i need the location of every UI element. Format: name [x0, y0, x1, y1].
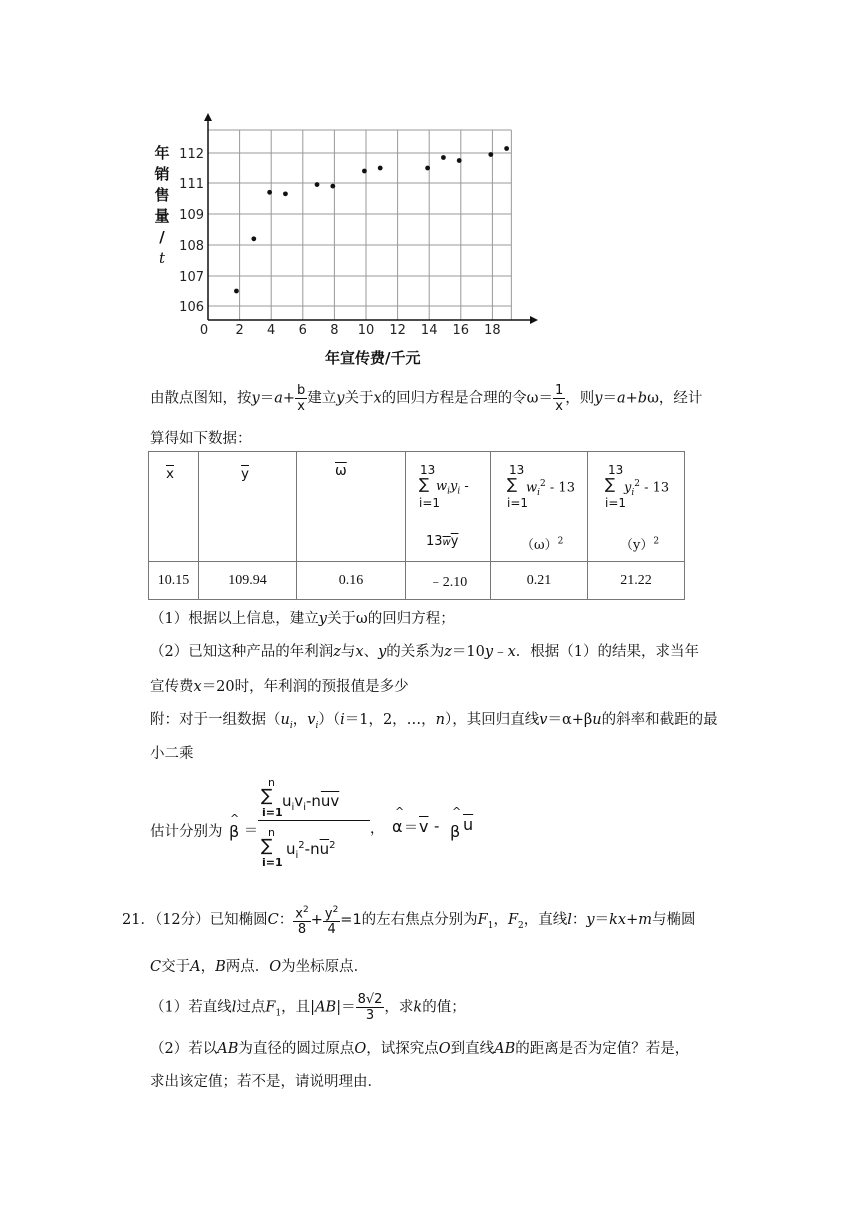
- text: +: [282, 390, 296, 407]
- var: C: [267, 912, 279, 929]
- text: 21．（12分）已知椭圆: [122, 912, 268, 929]
- var: z: [333, 644, 341, 660]
- table-cell: 0.16: [297, 562, 406, 600]
- text: ，: [493, 912, 508, 929]
- scatter-chart: [150, 108, 550, 348]
- var: k: [413, 999, 423, 1016]
- sum-lower: i=1: [262, 856, 283, 869]
- data-point: [378, 166, 383, 171]
- plus: +: [310, 912, 323, 929]
- equals: ＝: [244, 823, 258, 839]
- sub: i: [457, 486, 461, 497]
- var: AB: [217, 1041, 239, 1057]
- text: ，直线: [523, 912, 568, 929]
- data-point: [504, 146, 509, 151]
- text: 13: [426, 534, 443, 549]
- data-point: [315, 182, 320, 187]
- x-tick-label: 8: [330, 323, 339, 338]
- text: 为直径的圆过原点: [238, 1041, 355, 1057]
- sum-upper: 13: [509, 463, 525, 477]
- y-bar: $\overline{y}$: [241, 466, 249, 482]
- table-cell: 109.94: [199, 562, 297, 600]
- var: A: [190, 959, 201, 975]
- var: y: [624, 480, 632, 496]
- problem-21-line-1: [122, 903, 695, 937]
- text: -n: [305, 792, 321, 810]
- hat: ^: [395, 805, 405, 818]
- text: 与椭圆: [651, 912, 696, 929]
- var: b: [637, 390, 648, 407]
- sup: 2: [332, 905, 339, 915]
- var: F: [507, 912, 519, 929]
- data-point: [283, 191, 288, 196]
- sup: 2: [540, 479, 546, 489]
- sup: 2: [557, 536, 564, 547]
- text: （2）若以: [150, 1041, 218, 1057]
- var: v: [539, 712, 548, 728]
- text: （y）: [620, 538, 654, 553]
- y-tick-label: 108: [179, 239, 204, 254]
- text: ﹣: [493, 644, 508, 660]
- data-point: [251, 236, 256, 241]
- sigma: ∑: [605, 475, 616, 493]
- w-bar: $\overline{w}$: [442, 537, 451, 548]
- table-cell: 21.22: [588, 562, 685, 600]
- x-tick-label: 6: [298, 323, 307, 338]
- table-header-row: [149, 452, 685, 562]
- var: u: [282, 792, 292, 810]
- sub: 1: [275, 1008, 282, 1019]
- text: - 13: [545, 480, 575, 496]
- table-cell: 10.15: [149, 562, 199, 600]
- hat: ^: [452, 805, 462, 818]
- x-tick-label: 2: [235, 323, 244, 338]
- y-axis-title-char: /: [159, 228, 165, 246]
- y-axis-title-char: 量: [154, 207, 170, 225]
- x-tick-label: 12: [389, 323, 406, 338]
- y-axis-title-char: t: [158, 249, 166, 267]
- numerator: 8√2: [357, 992, 383, 1007]
- var: y: [324, 906, 333, 922]
- sub: i: [447, 486, 451, 497]
- fraction-8sqrt2-over-3: [356, 992, 385, 1023]
- paragraph-model: [150, 383, 702, 414]
- denominator: 3: [365, 1008, 375, 1023]
- var: y: [378, 644, 387, 660]
- problem-21-part-2-line-2: 求出该定值；若不是，请说明理由．: [150, 1074, 382, 1090]
- y-tick-label: 111: [179, 177, 204, 192]
- text: ），其回归直线: [445, 712, 540, 728]
- question-2-line-1: [150, 640, 699, 661]
- minus: -: [434, 817, 440, 835]
- data-point: [362, 169, 367, 174]
- text: 关于: [344, 390, 374, 407]
- data-point: [330, 184, 335, 189]
- denominator: x: [555, 399, 563, 414]
- var: z: [444, 644, 452, 660]
- text: -n: [304, 840, 320, 858]
- attachment-line-1: [150, 708, 718, 731]
- sigma: ∑: [507, 475, 518, 493]
- table-cell: 0.21: [491, 562, 588, 600]
- y-axis-arrow: [204, 113, 212, 121]
- var: AB: [315, 999, 337, 1016]
- text: ＝: [259, 390, 275, 407]
- y-tick-label: 112: [179, 147, 204, 162]
- var: m: [638, 912, 652, 929]
- header-sum-wy: [406, 452, 491, 562]
- var: y: [586, 912, 595, 929]
- y-axis-title-char: 年: [154, 144, 170, 162]
- x-tick-label: 14: [420, 323, 438, 338]
- text: - 13: [639, 480, 670, 496]
- var: C: [150, 959, 162, 975]
- header-x-bar: [149, 452, 199, 562]
- header-y-bar: [199, 452, 297, 562]
- denominator: x: [297, 399, 305, 414]
- header-omega-bar: [297, 452, 406, 562]
- y-tick-label: 109: [179, 208, 204, 223]
- var: i: [340, 712, 345, 728]
- beta-symbol: β: [229, 822, 240, 841]
- sum-upper: n: [268, 776, 275, 789]
- var: y: [336, 390, 345, 407]
- text: 与: [340, 644, 356, 660]
- y-tick-label: 107: [179, 270, 204, 285]
- var: x: [355, 644, 364, 660]
- question-1: [150, 607, 455, 628]
- data-point: [267, 190, 272, 195]
- var: x: [373, 390, 382, 407]
- var: y: [484, 644, 494, 660]
- numerator: 1: [555, 383, 564, 398]
- text: 过点: [236, 999, 266, 1016]
- data-point: [425, 166, 430, 171]
- equals: ＝: [404, 820, 418, 836]
- problem-21-part-1: [150, 992, 466, 1023]
- sum-lower: i=1: [605, 496, 627, 510]
- text: ＝20时，年利润的预报值是多少: [201, 679, 409, 695]
- var: F: [265, 999, 276, 1016]
- sum-upper: 13: [420, 463, 436, 477]
- y-axis-title: [152, 143, 172, 269]
- text: ＝: [602, 390, 617, 407]
- fraction-line: [258, 820, 370, 821]
- chart-points: [234, 146, 509, 293]
- u-bar: $\overline{u}$: [319, 840, 330, 858]
- fraction-1-over-x: [553, 383, 565, 414]
- estimate-label: 估计分别为: [150, 824, 223, 840]
- var: y: [318, 611, 327, 627]
- sum-lower: i=1: [262, 806, 283, 819]
- var: B: [215, 959, 226, 975]
- var: w: [526, 480, 538, 496]
- var: u: [280, 712, 290, 728]
- text: ，: [292, 712, 308, 728]
- sigma: ∑: [261, 786, 273, 806]
- sum-lower: i=1: [419, 496, 441, 510]
- text: ，且|: [281, 999, 316, 1016]
- data-point: [441, 155, 446, 160]
- sup: 2: [298, 840, 305, 851]
- text: ω，经计: [647, 390, 703, 407]
- var: O: [438, 1041, 451, 1057]
- sum-lower: i=1: [507, 496, 529, 510]
- hat: ^: [230, 812, 240, 825]
- sub: i: [303, 802, 306, 813]
- sub: i: [295, 850, 299, 861]
- text: 的关系为: [386, 644, 445, 660]
- attachment-line-2: 小二乘: [150, 746, 194, 762]
- var: n: [435, 712, 446, 728]
- fraction-x2-over-8: [293, 903, 310, 937]
- stats-table: [148, 451, 685, 600]
- fraction-y2-over-4: [323, 903, 340, 937]
- header-sum-w2: [491, 452, 588, 562]
- text: ＝10: [451, 644, 485, 660]
- text: 交于: [161, 959, 191, 975]
- x-axis-title: 年宣传费/千元: [325, 349, 421, 367]
- text: （1）若直线: [150, 999, 232, 1016]
- comma: ，: [370, 821, 384, 837]
- text: （1）根据以上信息，建立: [150, 611, 319, 627]
- denominator: 8: [297, 922, 307, 938]
- omega-bar: $\overline{\omega}$: [335, 463, 347, 479]
- uv-bar: $\overline{uv}$: [320, 792, 340, 810]
- u-bar: $\overline{u}$: [463, 815, 474, 834]
- var: l: [231, 999, 237, 1016]
- var: y: [251, 390, 260, 407]
- text: 、: [363, 644, 379, 660]
- data-point: [457, 158, 462, 163]
- text: 建立: [307, 390, 337, 407]
- text: 的斜率和截距的最: [601, 712, 718, 728]
- y-tick-label: 106: [179, 300, 204, 315]
- chart-axes: [204, 113, 538, 324]
- x-tick-label: 10: [357, 323, 375, 338]
- text: ：: [278, 912, 294, 929]
- text: ．根据（1）的结果，求当年: [515, 644, 699, 660]
- fraction-b-over-x: [295, 383, 307, 414]
- var: x: [295, 906, 303, 922]
- sub: i: [315, 720, 319, 731]
- sub: 1: [487, 921, 494, 932]
- text: 关于ω的回归方程；: [326, 611, 455, 627]
- var: u: [592, 712, 602, 728]
- text: -: [460, 479, 469, 494]
- text: ＝: [594, 912, 610, 929]
- text: ，: [200, 959, 216, 975]
- question-2-line-2: [150, 675, 409, 696]
- text: 两点．: [225, 959, 270, 975]
- var: x: [193, 679, 202, 695]
- x-axis-arrow: [530, 316, 538, 324]
- text: （2）已知这种产品的年利润: [150, 644, 334, 660]
- var: y: [450, 479, 458, 494]
- x-tick-label: 0: [199, 323, 209, 338]
- var: O: [354, 1041, 367, 1057]
- sigma: ∑: [261, 836, 273, 856]
- var: l: [567, 912, 572, 929]
- x-tick-label: 18: [484, 323, 501, 338]
- var: u: [286, 840, 296, 858]
- sup: 2: [653, 536, 660, 547]
- chart-tick-labels: [179, 147, 501, 338]
- x-tick-label: 16: [452, 323, 470, 338]
- y-bar: $\overline{y}$: [450, 534, 459, 549]
- sup: 2: [329, 840, 336, 851]
- var: v: [294, 792, 304, 810]
- beta-symbol: β: [450, 822, 461, 841]
- text: 的值；: [422, 999, 466, 1016]
- var: a: [274, 390, 283, 407]
- paragraph-data-intro: 算得如下数据：: [150, 431, 252, 447]
- text: +: [625, 390, 638, 407]
- y-axis-title-char: 销: [154, 165, 170, 183]
- sub: i: [289, 720, 293, 731]
- var: v: [307, 712, 316, 728]
- sum-upper: 13: [608, 463, 624, 477]
- table-row: [149, 562, 685, 600]
- text: 附：对于一组数据（: [150, 712, 281, 728]
- sup: 2: [634, 479, 640, 489]
- text: 的回归方程是合理的令ω＝: [381, 390, 553, 407]
- denominator: 4: [327, 922, 336, 938]
- sub: i: [537, 487, 541, 498]
- x-bar: $\overline{x}$: [166, 466, 174, 482]
- sup: 2: [302, 905, 309, 915]
- x-tick-label: 4: [267, 323, 276, 338]
- text: 为坐标原点．: [281, 959, 369, 975]
- text: 宣传费: [150, 679, 194, 695]
- var: kx: [609, 912, 627, 929]
- text: 到直线: [450, 1041, 495, 1057]
- v-bar: $\overline{v}$: [419, 817, 429, 836]
- text: ，则: [565, 390, 595, 407]
- text: ＝α+β: [547, 712, 593, 728]
- var: x: [507, 644, 516, 660]
- var: AB: [494, 1041, 516, 1057]
- sub: i: [631, 487, 635, 498]
- problem-21-line-2: [150, 955, 368, 976]
- numerator: b: [297, 383, 306, 398]
- sub: 2: [518, 921, 524, 932]
- alpha-symbol: α: [392, 817, 403, 836]
- sum-upper: n: [268, 826, 275, 839]
- text: ，试探究点: [366, 1041, 439, 1057]
- text: 的距离是否为定值？若是，: [515, 1041, 690, 1057]
- text: ：: [571, 912, 587, 929]
- var: O: [269, 959, 282, 975]
- var: F: [477, 912, 488, 929]
- var: y: [594, 390, 603, 407]
- text: |＝: [336, 999, 356, 1016]
- var: a: [616, 390, 626, 407]
- text: ）（: [318, 712, 341, 728]
- text: ，求: [384, 999, 414, 1016]
- text: +: [626, 912, 639, 929]
- chart-grid: [208, 130, 511, 320]
- sigma: ∑: [419, 475, 430, 493]
- y-axis-title-char: 售: [154, 186, 170, 204]
- data-point: [488, 152, 493, 157]
- data-point: [234, 289, 239, 294]
- problem-21-part-2: [150, 1037, 689, 1058]
- table-cell: ﹣2.10: [406, 562, 491, 600]
- text: ＝1，2，…，: [344, 712, 436, 728]
- equals-one: =1: [340, 912, 362, 929]
- text: （ω）: [521, 538, 558, 553]
- header-sum-y2: [588, 452, 685, 562]
- text: 由散点图知，按: [150, 390, 252, 407]
- text: 的左右焦点分别为: [361, 912, 478, 929]
- sub: i: [291, 802, 295, 813]
- var: w: [436, 479, 448, 494]
